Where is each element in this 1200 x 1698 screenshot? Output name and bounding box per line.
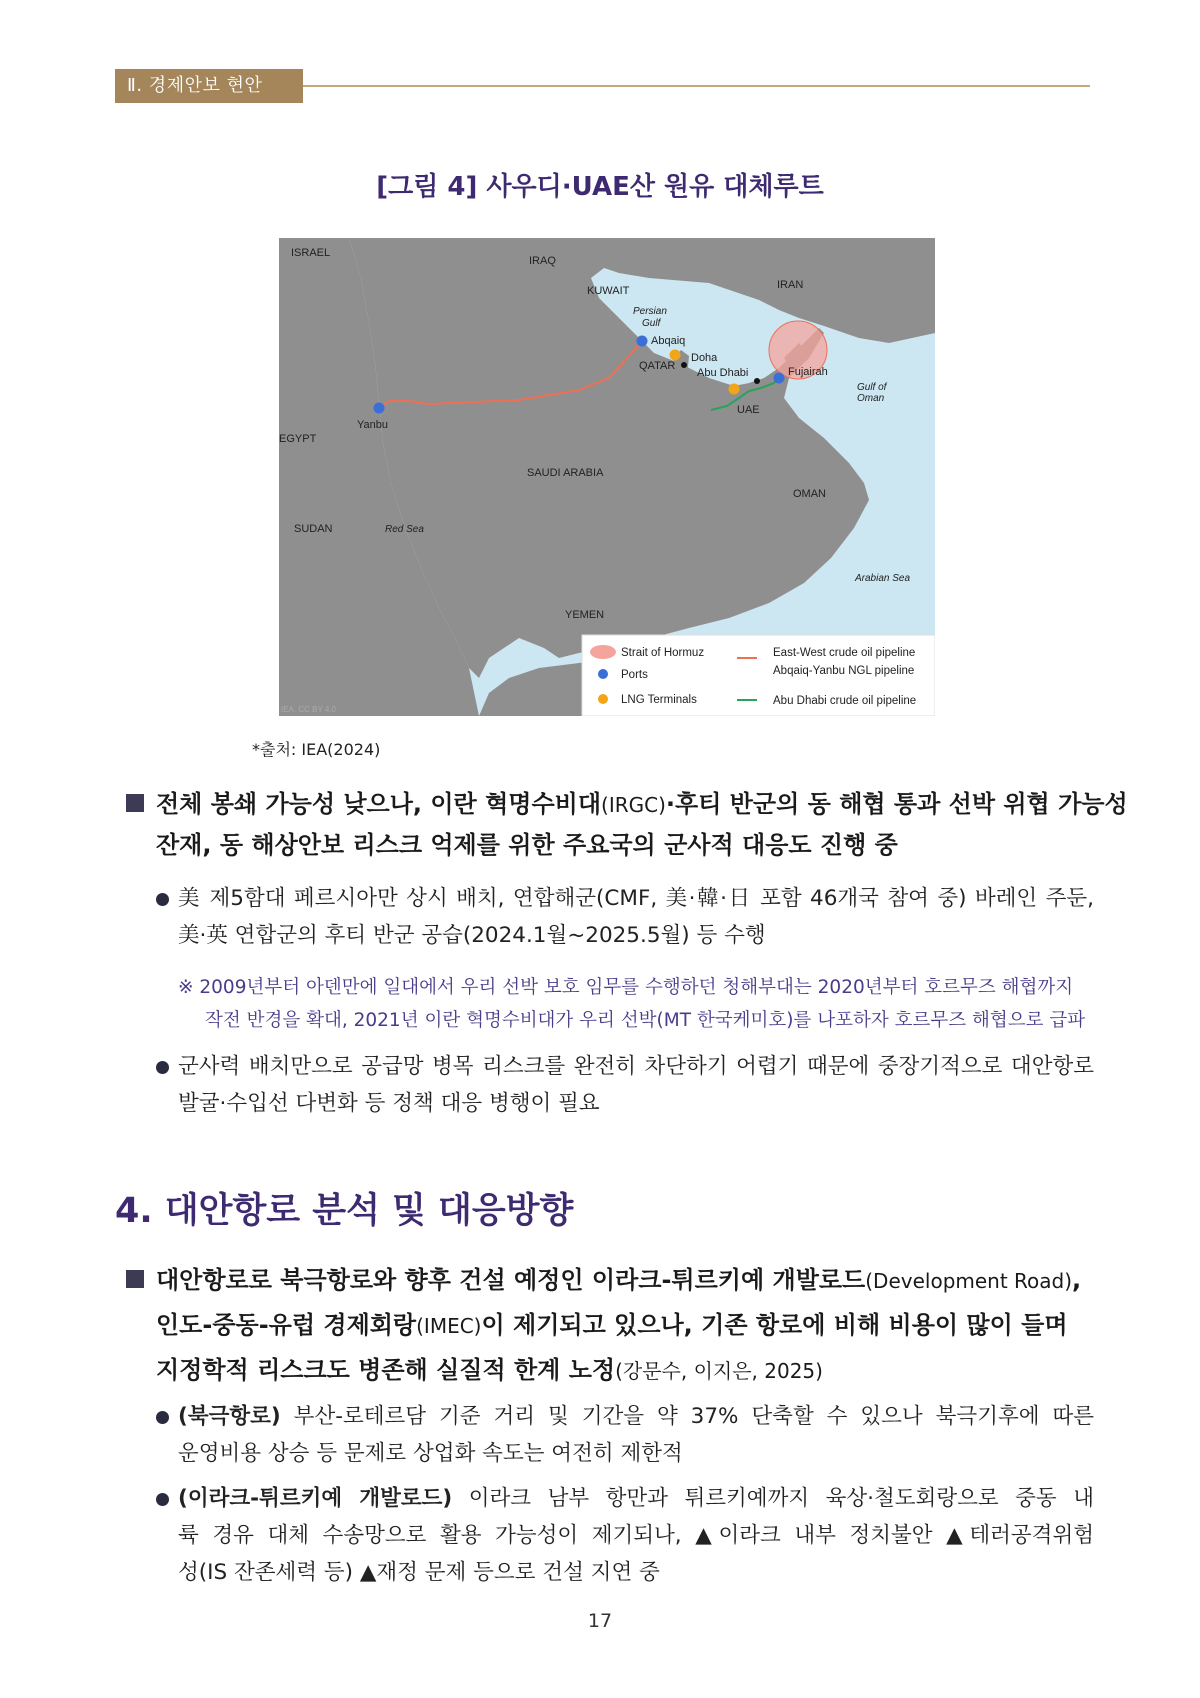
legend-hormuz-swatch: [590, 645, 616, 659]
route-map: [279, 238, 935, 716]
legend-lng-swatch: [598, 694, 608, 704]
label-egypt: EGYPT: [279, 433, 317, 445]
round-bullet: [156, 1493, 169, 1506]
label-doha: Doha: [691, 352, 718, 364]
square-bullet: [126, 794, 144, 812]
city-abu-dhabi-dot: [754, 378, 760, 384]
label-oman: OMAN: [793, 488, 826, 500]
label-gulf-of-oman-2: Oman: [857, 393, 885, 404]
label-iraq: IRAQ: [529, 255, 556, 267]
block1-note: ※ 2009년부터 아덴만에 일대에서 우리 선박 보호 임무를 수행하던 청해부대는 2020년부터 호르무즈 해협까지 작전 반경을 확대, 2021년 이란 혁명수비대가 우리 선박(MT 한국케미호)를 나포하자 호르무즈 해협으로 급파: [178, 977, 1086, 1031]
legend-strait: Strait of Hormuz: [621, 647, 705, 659]
label-abqaiq: Abqaiq: [651, 335, 686, 347]
figure-title: [그림 4] 사우디·UAE산 원유 대체루트: [376, 172, 824, 202]
legend-port-swatch: [598, 669, 608, 679]
legend-abudhabi: Abu Dhabi crude oil pipeline: [773, 695, 917, 707]
port-abqaiq: [637, 336, 648, 347]
round-bullet: [156, 1411, 169, 1424]
section-heading: 4. 대안항로 분석 및 대응방향: [115, 1191, 574, 1231]
port-yanbu: [374, 403, 385, 414]
lng-abu-dhabi: [729, 384, 740, 395]
label-yemen: YEMEN: [565, 609, 605, 621]
port-fujairah: [774, 373, 785, 384]
label-fujairah: Fujairah: [788, 366, 828, 378]
round-bullet: [156, 1061, 169, 1074]
label-uae: UAE: [737, 404, 760, 416]
label-israel: ISRAEL: [291, 247, 331, 259]
label-gulf-of-oman-1: Gulf of: [857, 382, 887, 393]
label-red-sea: Red Sea: [385, 524, 424, 535]
section4-bullet-arctic: (북극항로) 부산-로테르담 기준 거리 및 기간을 약 37% 단축할 수 있으나 북극기후에 따른 운영비용 상승 등 문제로 상업화 속도는 여전히 제한적: [156, 1398, 1094, 1472]
label-iran: IRAN: [777, 279, 804, 291]
city-doha-dot: [681, 362, 687, 368]
block1-bullet-2: 군사력 배치만으로 공급망 병목 리스크를 완전히 차단하기 어렵기 때문에 중장기적으로 대안항로 발굴·수입선 다변화 등 정책 대응 병행이 필요: [156, 1048, 1094, 1122]
label-abu-dhabi: Abu Dhabi: [697, 367, 749, 379]
map-credit: IEA. CC BY 4.0: [281, 705, 336, 714]
figure-source: *출처: IEA(2024): [252, 740, 381, 759]
page-number: 17: [587, 1610, 613, 1632]
legend-ports: Ports: [621, 669, 648, 681]
map-legend: [582, 635, 935, 716]
section4-bullet-iraq: (이라크-튀르키예 개발로드) 이라크 남부 항만과 튀르키예까지 육상·철도회랑으로 중동 내 륙 경유 대체 수송망으로 활용 가능성이 제기되나, ▲이라크 내부 정치불안 ▲테러공격위험 성(IS 잔존세력 등) ▲재정 문제 등으로 건설 지연 중: [156, 1480, 1094, 1591]
legend-lng: LNG Terminals: [621, 694, 697, 706]
label-saudi: SAUDI ARABIA: [527, 467, 604, 479]
block1-bullet-1: 美 제5함대 페르시아만 상시 배치, 연합해군(CMF, 美·韓·日 포함 46개국 참여 중) 바레인 주둔, 美·英 연합군의 후티 반군 공습(2024.1월~2025.5월) 등 수행: [156, 880, 1094, 954]
legend-eastwest-2: Abqaiq-Yanbu NGL pipeline: [773, 665, 915, 677]
round-bullet: [156, 893, 169, 906]
section4-lead: 대안항로로 북극항로와 향후 건설 예정인 이라크-튀르키예 개발로드(Development Road), 인도-중동-유럽 경제회랑(IMEC)이 제기되고 있으나, 기존 항로에 비해 비용이 많이 들며 지정학적 리스크도 병존해 실질적 한계 노정(강문수, 이지은, 2025): [126, 1258, 1094, 1393]
label-yanbu: Yanbu: [357, 419, 388, 431]
legend-eastwest-1: East-West crude oil pipeline: [773, 647, 916, 659]
label-persian-gulf-2: Gulf: [642, 318, 661, 329]
lng-doha: [670, 350, 681, 361]
square-bullet: [126, 1270, 144, 1288]
label-persian-gulf-1: Persian: [633, 306, 667, 317]
label-kuwait: KUWAIT: [587, 285, 630, 297]
section-tag: Ⅱ. 경제안보 현안: [115, 69, 303, 103]
block1-lead: 전체 봉쇄 가능성 낮으나, 이란 혁명수비대(IRGC)·후티 반군의 동 해협 통과 선박 위협 가능성 잔재, 동 해상안보 리스크 억제를 위한 주요국의 군사적 대응도 진행 중: [126, 784, 1094, 865]
label-qatar: QATAR: [639, 360, 676, 372]
header-rule: [303, 85, 1090, 87]
label-sudan: SUDAN: [294, 523, 333, 535]
label-arabian-sea: Arabian Sea: [855, 573, 911, 584]
